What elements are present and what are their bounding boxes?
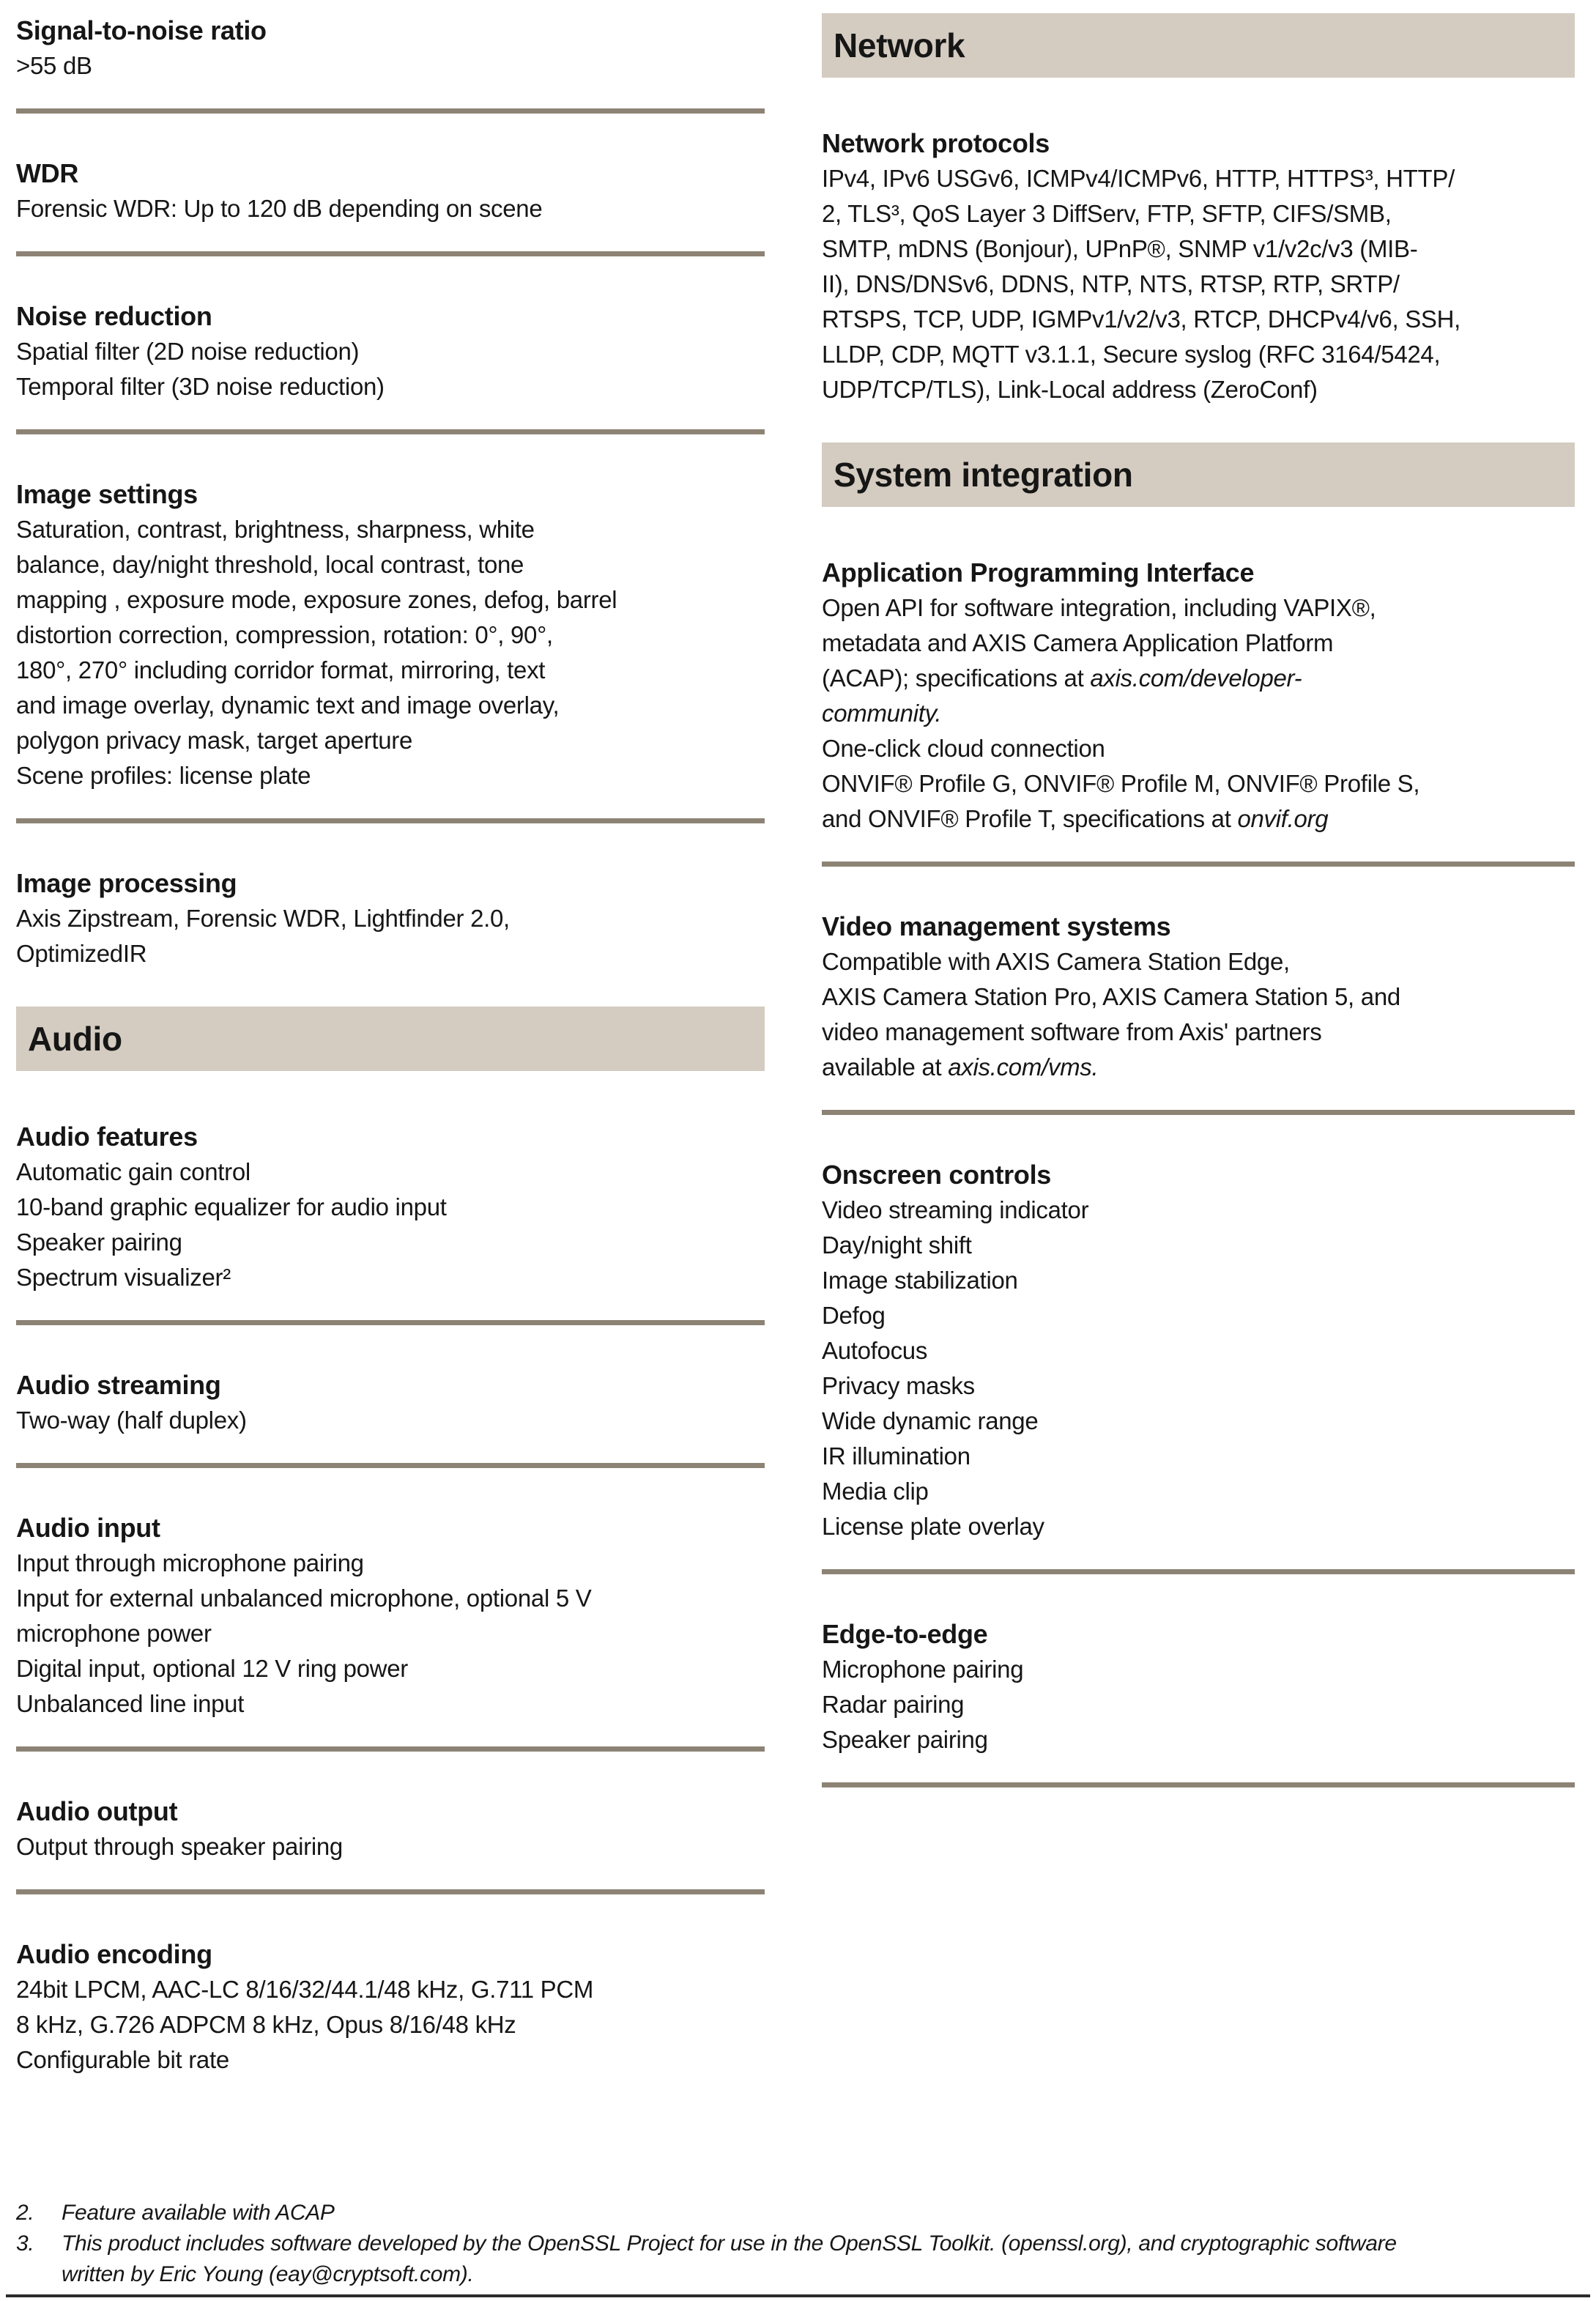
entry-line: mapping , exposure mode, exposure zones, defog, barrel bbox=[16, 586, 617, 613]
entry-line: License plate overlay bbox=[822, 1513, 1044, 1540]
entry-line: Speaker pairing bbox=[16, 1229, 182, 1256]
spec-entry-signal-to-noise-ratio bbox=[16, 13, 765, 84]
spec-entry-audio-input bbox=[16, 1511, 765, 1722]
entry-line-link-text: onvif.org bbox=[1237, 805, 1329, 832]
footnote-line: This product includes software developed by the OpenSSL Project for use in the OpenSSL Toolkit. (openssl.org), and cryptographic software bbox=[62, 2231, 1397, 2256]
entry-line: Input for external unbalanced microphone, optional 5 V bbox=[16, 1585, 592, 1612]
footnotes bbox=[16, 2198, 1584, 2290]
section-separator bbox=[16, 429, 765, 434]
entry-heading: Audio output bbox=[16, 1796, 178, 1826]
section-separator bbox=[16, 1889, 765, 1894]
entry-heading: Onscreen controls bbox=[822, 1160, 1051, 1190]
section-separator bbox=[822, 1569, 1575, 1574]
entry-line: Defog bbox=[822, 1302, 886, 1329]
entry-line-text: (ACAP); specifications at bbox=[822, 664, 1091, 692]
section-separator bbox=[16, 251, 765, 256]
spec-entry-noise-reduction bbox=[16, 299, 765, 404]
section-band-audio bbox=[16, 1007, 765, 1071]
right-column bbox=[822, 13, 1575, 1830]
entry-line: Automatic gain control bbox=[16, 1158, 250, 1185]
entry-line: metadata and AXIS Camera Application Platform bbox=[822, 629, 1334, 656]
entry-line: polygon privacy mask, target aperture bbox=[16, 727, 413, 754]
spec-entry-video-management-systems bbox=[822, 909, 1575, 1085]
spec-entry-application-programming-interface bbox=[822, 555, 1575, 837]
entry-line: Digital input, optional 12 V ring power bbox=[16, 1655, 408, 1682]
entry-line: Output through speaker pairing bbox=[16, 1833, 343, 1860]
entry-line: UDP/TCP/TLS), Link-Local address (ZeroConf) bbox=[822, 376, 1318, 403]
entry-line: Temporal filter (3D noise reduction) bbox=[16, 373, 385, 400]
entry-heading: Audio features bbox=[16, 1122, 198, 1152]
entry-line: 24bit LPCM, AAC-LC 8/16/32/44.1/48 kHz, G.711 PCM bbox=[16, 1976, 594, 2003]
entry-line: Two-way (half duplex) bbox=[16, 1407, 247, 1434]
spec-entry-edge-to-edge bbox=[822, 1617, 1575, 1757]
entry-heading: Audio streaming bbox=[16, 1370, 221, 1400]
entry-line: Wide dynamic range bbox=[822, 1407, 1039, 1434]
entry-line-text: and ONVIF® Profile T, specifications at bbox=[822, 805, 1238, 832]
entry-line: distortion correction, compression, rotation: 0°, 90°, bbox=[16, 621, 553, 648]
entry-line: II), DNS/DNSv6, DDNS, NTP, NTS, RTSP, RTP, SRTP/ bbox=[822, 270, 1400, 297]
entry-line-text: available at bbox=[822, 1053, 949, 1081]
entry-line: Video streaming indicator bbox=[822, 1196, 1089, 1223]
entry-line: Input through microphone pairing bbox=[16, 1549, 364, 1576]
entry-line: Radar pairing bbox=[822, 1691, 965, 1718]
entry-heading: Application Programming Interface bbox=[822, 557, 1255, 588]
entry-line: 8 kHz, G.726 ADPCM 8 kHz, Opus 8/16/48 kHz bbox=[16, 2011, 516, 2038]
left-column bbox=[16, 13, 765, 2078]
entry-line: SMTP, mDNS (Bonjour), UPnP®, SNMP v1/v2c/v3 (MIB- bbox=[822, 235, 1418, 262]
entry-heading: Audio input bbox=[16, 1513, 160, 1543]
spec-entry-audio-output bbox=[16, 1794, 765, 1864]
footnote-line: Feature available with ACAP bbox=[62, 2201, 335, 2225]
spec-entry-onscreen-controls bbox=[822, 1157, 1575, 1544]
section-band-system-integration bbox=[822, 442, 1575, 507]
section-band-label: System integration bbox=[834, 456, 1133, 494]
entry-line: video management software from Axis' partners bbox=[822, 1018, 1322, 1045]
section-separator bbox=[16, 1463, 765, 1468]
entry-line: Forensic WDR: Up to 120 dB depending on scene bbox=[16, 195, 543, 222]
footnote bbox=[16, 2228, 1584, 2290]
section-separator bbox=[16, 1320, 765, 1325]
section-separator bbox=[16, 108, 765, 114]
entry-heading: Image settings bbox=[16, 479, 198, 509]
entry-line: Scene profiles: license plate bbox=[16, 762, 311, 789]
entry-line-link-text: community. bbox=[822, 700, 942, 727]
footnote-number: 2. bbox=[16, 2201, 34, 2225]
entry-heading: Edge-to-edge bbox=[822, 1619, 988, 1649]
entry-heading: Audio encoding bbox=[16, 1939, 212, 1969]
footnote-line: written by Eric Young (eay@cryptsoft.com). bbox=[62, 2262, 474, 2286]
section-separator bbox=[822, 1782, 1575, 1787]
entry-line bbox=[822, 801, 1575, 837]
spec-entry-audio-encoding bbox=[16, 1937, 765, 2078]
entry-line: One-click cloud connection bbox=[822, 735, 1105, 762]
entry-line: Image stabilization bbox=[822, 1267, 1018, 1294]
entry-line: Microphone pairing bbox=[822, 1656, 1024, 1683]
footnote-text bbox=[62, 2228, 1397, 2290]
entry-heading: Network protocols bbox=[822, 128, 1050, 158]
entry-heading: Noise reduction bbox=[16, 301, 212, 331]
entry-line: and image overlay, dynamic text and image overlay, bbox=[16, 692, 560, 719]
footnote bbox=[16, 2198, 1584, 2228]
spec-entry-image-processing bbox=[16, 866, 765, 971]
entry-line: 180°, 270° including corridor format, mirroring, text bbox=[16, 656, 546, 683]
entry-line: Saturation, contrast, brightness, sharpness, white bbox=[16, 516, 535, 543]
entry-line: Open API for software integration, including VAPIX®, bbox=[822, 594, 1376, 621]
section-band-label: Network bbox=[834, 26, 965, 64]
section-separator bbox=[822, 1110, 1575, 1115]
entry-line: Privacy masks bbox=[822, 1372, 975, 1399]
section-separator bbox=[822, 862, 1575, 867]
entry-line: ONVIF® Profile G, ONVIF® Profile M, ONVIF® Profile S, bbox=[822, 770, 1420, 797]
entry-line: 2, TLS³, QoS Layer 3 DiffServ, FTP, SFTP, CIFS/SMB, bbox=[822, 200, 1392, 227]
spec-entry-network-protocols bbox=[822, 126, 1575, 407]
entry-line bbox=[822, 661, 1575, 696]
section-band-label: Audio bbox=[28, 1020, 122, 1058]
entry-line bbox=[822, 1050, 1575, 1085]
entry-line: >55 dB bbox=[16, 52, 92, 79]
entry-line: Axis Zipstream, Forensic WDR, Lightfinder 2.0, bbox=[16, 905, 510, 932]
entry-line: Media clip bbox=[822, 1478, 929, 1505]
entry-line: Speaker pairing bbox=[822, 1726, 988, 1753]
entry-line: Autofocus bbox=[822, 1337, 928, 1364]
section-separator bbox=[16, 1746, 765, 1752]
entry-line: balance, day/night threshold, local contrast, tone bbox=[16, 551, 524, 578]
entry-line: RTSPS, TCP, UDP, IGMPv1/v2/v3, RTCP, DHCPv4/v6, SSH, bbox=[822, 305, 1461, 333]
entry-line: AXIS Camera Station Pro, AXIS Camera Station 5, and bbox=[822, 983, 1400, 1010]
footnote-number: 3. bbox=[16, 2231, 34, 2256]
entry-line: IR illumination bbox=[822, 1442, 970, 1470]
footnote-text bbox=[62, 2198, 335, 2228]
spec-entry-image-settings bbox=[16, 477, 765, 793]
spec-entry-audio-features bbox=[16, 1119, 765, 1295]
entry-line: OptimizedIR bbox=[16, 940, 147, 967]
entry-line: Spectrum visualizer² bbox=[16, 1264, 231, 1291]
page-bottom-rule bbox=[6, 2294, 1590, 2297]
entry-line: IPv4, IPv6 USGv6, ICMPv4/ICMPv6, HTTP, HTTPS³, HTTP/ bbox=[822, 165, 1455, 192]
section-band-network bbox=[822, 13, 1575, 78]
entry-line-link-text: axis.com/developer- bbox=[1090, 664, 1302, 692]
entry-line: Day/night shift bbox=[822, 1231, 972, 1259]
entry-line: Unbalanced line input bbox=[16, 1690, 245, 1717]
entry-line: LLDP, CDP, MQTT v3.1.1, Secure syslog (RFC 3164/5424, bbox=[822, 341, 1441, 368]
entry-line: microphone power bbox=[16, 1620, 212, 1647]
entry-line: 10-band graphic equalizer for audio input bbox=[16, 1193, 447, 1220]
section-separator bbox=[16, 818, 765, 823]
entry-line: Configurable bit rate bbox=[16, 2046, 229, 2073]
entry-heading: Image processing bbox=[16, 868, 237, 898]
spec-entry-audio-streaming bbox=[16, 1368, 765, 1438]
entry-line bbox=[822, 696, 1575, 731]
spec-entry-wdr bbox=[16, 156, 765, 226]
entry-line-link-text: axis.com/vms. bbox=[948, 1053, 1099, 1081]
entry-heading: WDR bbox=[16, 158, 79, 188]
entry-heading: Video management systems bbox=[822, 911, 1171, 941]
entry-heading: Signal-to-noise ratio bbox=[16, 15, 267, 45]
entry-line: Spatial filter (2D noise reduction) bbox=[16, 338, 360, 365]
entry-line: Compatible with AXIS Camera Station Edge, bbox=[822, 948, 1290, 975]
